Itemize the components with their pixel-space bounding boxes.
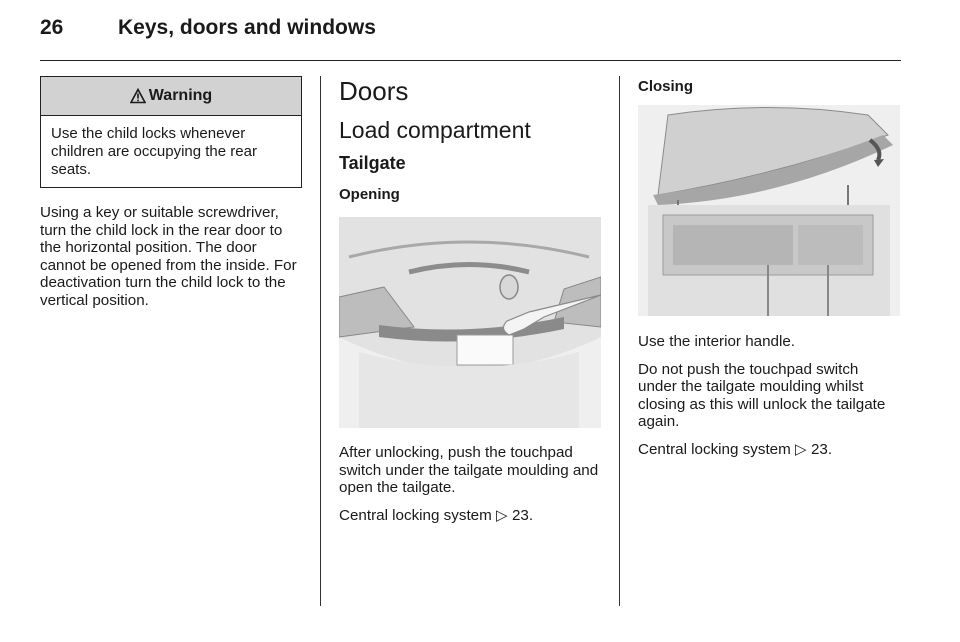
crossref [638,441,900,459]
column-2 [339,76,601,524]
closing-paragraph-2: Do not push the touchpad switch under the tailgate moulding whilst closing as this will unlock the tailgate again. [638,360,886,431]
warning-triangle-icon [130,88,146,104]
crossref-arrow-icon: ▷ [795,440,807,458]
heading-load-compartment: Load compartment [339,117,531,143]
column-1 [40,76,302,310]
opening-paragraph: After unlocking, push the touchpad switch under the tailgate moulding and open the tailgate. [339,444,599,497]
page-title: Keys, doors and windows [118,16,376,39]
heading-tailgate: Tailgate [339,153,406,173]
column-divider [320,76,321,606]
crossref-text: Central locking system [638,440,791,458]
opening-illustration [339,217,601,428]
column-3 [638,76,900,459]
warning-box [40,76,302,188]
closing-paragraph-1: Use the interior handle. [638,333,796,350]
closing-illustration [638,105,900,316]
warning-header [41,77,301,116]
crossref-arrow-icon: ▷ [496,506,508,524]
crossref-page: 23. [810,440,833,458]
column-divider [619,76,620,606]
subheading-closing: Closing [638,78,693,95]
child-lock-paragraph: Using a key or suitable screwdriver, turn the child lock in the rear door to the horizontal position. The door cannot be opened from the inside. For deactivation turn the child lock to the vertical position. [40,204,297,309]
crossref-text: Central locking system [339,506,492,524]
warning-title: Warning [148,87,213,104]
header-rule [40,60,901,61]
page-number: 26 [40,16,64,39]
crossref-page: 23. [511,506,534,524]
heading-doors: Doors [339,76,409,106]
subheading-opening: Opening [339,186,400,203]
warning-text: Use the child locks whenever children are occupying the rear seats. [51,125,257,178]
crossref [339,507,601,525]
